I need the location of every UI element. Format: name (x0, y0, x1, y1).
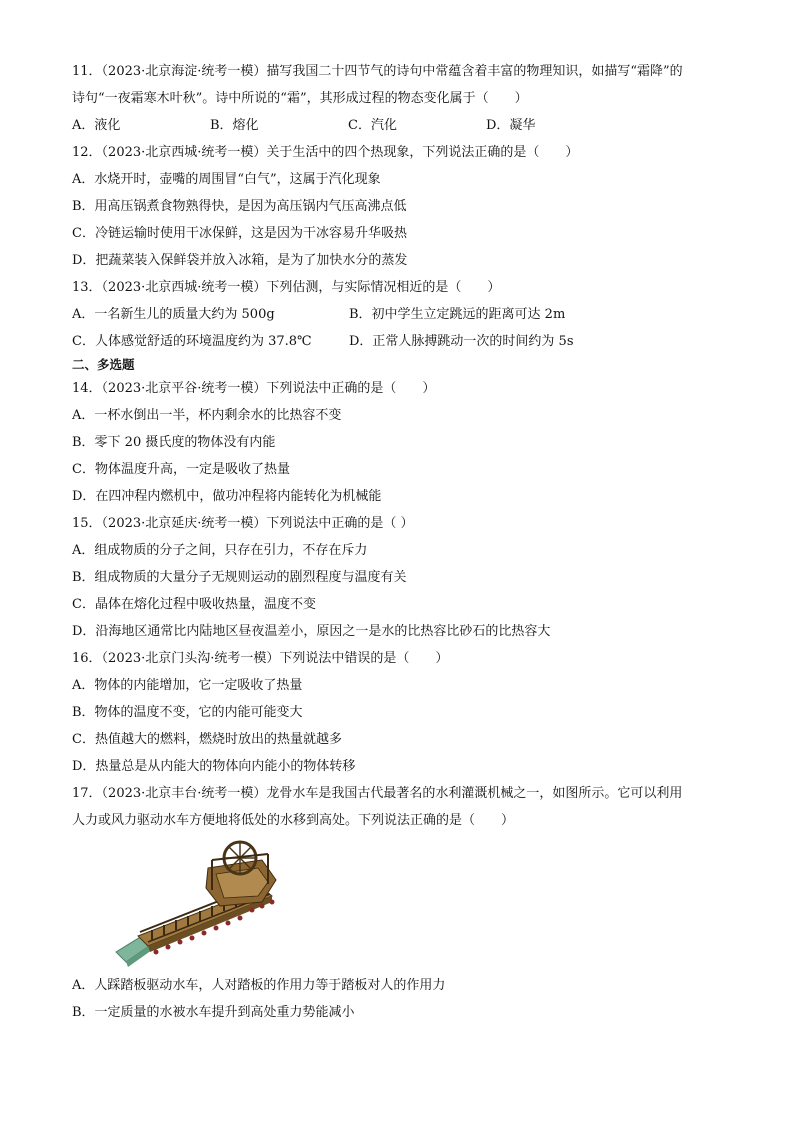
question-text: 14．（2023·北京平谷·统考一模）下列说法中正确的是（ ） (72, 381, 436, 396)
question-text: 12．（2023·北京西城·统考一模）关于生活中的四个热现象，下列说法正确的是（ ） (72, 145, 579, 160)
option-d[interactable]: D．把蔬菜装入保鲜袋并放入冰箱，是为了加快水分的蒸发 (72, 253, 408, 268)
question-11 (72, 58, 732, 139)
question-text: 诗句“一夜霜寒木叶秋”。诗中所说的“霜”，其形成过程的物态变化属于（ ） (72, 91, 528, 106)
option-a[interactable]: A．人踩踏板驱动水车，人对踏板的作用力等于踏板对人的作用力 (72, 978, 446, 993)
option-c[interactable]: C．晶体在熔化过程中吸收热量，温度不变 (72, 597, 316, 612)
question-text: 17．（2023·北京丰台·统考一模）龙骨水车是我国古代最著名的水利灌溉机械之一，如图所示。它可以利用 (72, 786, 683, 801)
question-12 (72, 139, 732, 274)
document-content (72, 58, 732, 1026)
option-a[interactable]: A．一名新生儿的质量大约为 500g (72, 307, 275, 322)
question-text: 11．（2023·北京海淀·统考一模）描写我国二十四节气的诗句中常蕴含着丰富的物理知识，如描写“霜降”的 (72, 64, 683, 79)
question-17 (72, 780, 732, 1026)
options-row (72, 328, 732, 355)
option-a[interactable]: A．组成物质的分子之间，只存在引力，不存在斥力 (72, 543, 368, 558)
water-wheel-figure (112, 840, 282, 968)
question-14 (72, 375, 732, 510)
option-b[interactable]: B．用高压锅煮食物熟得快，是因为高压锅内气压高沸点低 (72, 199, 407, 214)
option-a[interactable]: A．一杯水倒出一半，杯内剩余水的比热容不变 (72, 408, 342, 423)
option-c[interactable]: C．热值越大的燃料，燃烧时放出的热量就越多 (72, 732, 342, 747)
options-row (72, 112, 732, 139)
option-a[interactable]: A．物体的内能增加，它一定吸收了热量 (72, 678, 303, 693)
option-d[interactable]: D．沿海地区通常比内陆地区昼夜温差小，原因之一是水的比热容比砂石的比热容大 (72, 624, 551, 639)
option-d[interactable]: D．在四冲程内燃机中，做功冲程将内能转化为机械能 (72, 489, 382, 504)
question-text: 13．（2023·北京西城·统考一模）下列估测，与实际情况相近的是（ ） (72, 280, 501, 295)
option-b[interactable]: B．一定质量的水被水车提升到高处重力势能减小 (72, 1005, 355, 1020)
option-c[interactable]: C．汽化 (348, 118, 397, 133)
option-d[interactable]: D．凝华 (486, 118, 536, 133)
question-13 (72, 274, 732, 355)
option-a[interactable]: A．水烧开时，壶嘴的周围冒“白气”，这属于汽化现象 (72, 172, 381, 187)
dragon-bone-water-wheel-illustration (112, 840, 282, 968)
option-d[interactable]: D．正常人脉搏跳动一次的时间约为 5s (349, 334, 574, 349)
option-b[interactable]: B．零下 20 摄氏度的物体没有内能 (72, 435, 276, 450)
question-16 (72, 645, 732, 780)
question-text: 16．（2023·北京门头沟·统考一模）下列说法中错误的是（ ） (72, 651, 449, 666)
option-b[interactable]: B．物体的温度不变，它的内能可能变大 (72, 705, 303, 720)
option-c[interactable]: C．物体温度升高，一定是吸收了热量 (72, 462, 290, 477)
option-b[interactable]: B．初中学生立定跳远的距离可达 2m (349, 307, 566, 322)
option-b[interactable]: B．组成物质的大量分子无规则运动的剧烈程度与温度有关 (72, 570, 407, 585)
option-a[interactable]: A．液化 (72, 118, 121, 133)
option-b[interactable]: B．熔化 (210, 118, 259, 133)
section-title: 二、多选题 (72, 357, 135, 372)
option-c[interactable]: C．冷链运输时使用干冰保鲜，这是因为干冰容易升华吸热 (72, 226, 407, 241)
question-text: 15．（2023·北京延庆·统考一模）下列说法中正确的是（ ） (72, 516, 414, 531)
question-15 (72, 510, 732, 645)
option-c[interactable]: C．人体感觉舒适的环境温度约为 37.8℃ (72, 334, 312, 349)
option-d[interactable]: D．热量总是从内能大的物体向内能小的物体转移 (72, 759, 356, 774)
question-text: 人力或风力驱动水车方便地将低处的水移到高处。下列说法正确的是（ ） (72, 813, 515, 828)
options-row (72, 301, 732, 328)
